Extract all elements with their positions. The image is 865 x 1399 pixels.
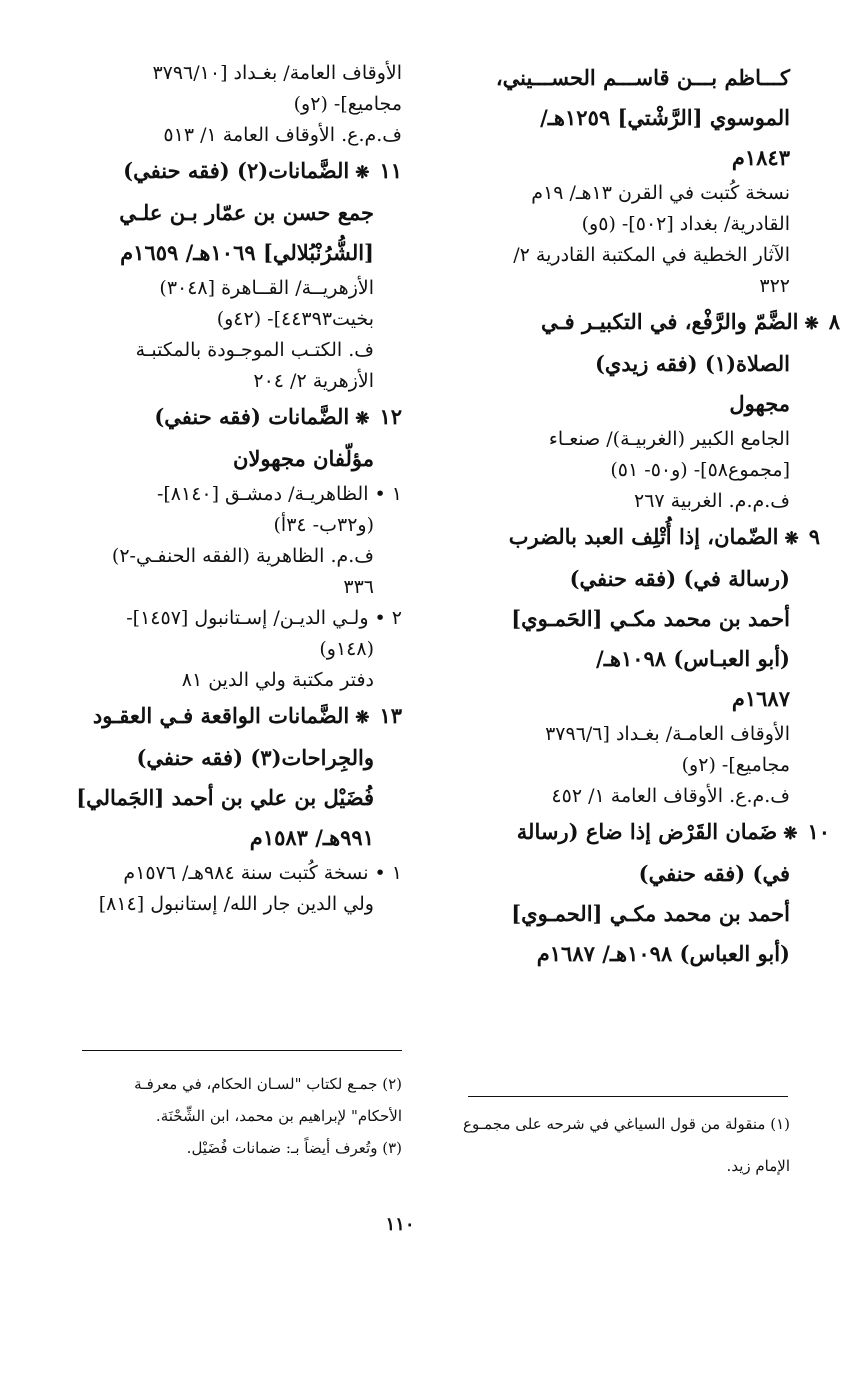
entry-11-author: جمع حسن بن عمّار بـن علـي (119, 200, 374, 225)
copy-line: (و٣٢ب- ٣٤أ) (273, 514, 374, 536)
entry-10-author: أحمد بن محمد مكـي [الحمـوي] (511, 901, 790, 926)
entry-number: ٩ (808, 524, 820, 549)
footnote-rule-left (82, 1050, 402, 1051)
copy-line: ١ • الظاهريـة/ دمشـق [٨١٤٠]- (156, 483, 402, 505)
star-ornament-icon: ❋ (783, 824, 798, 844)
entry-line: الأوقاف العامـة/ بغـداد [٣٧٩٦/٦ (545, 723, 790, 745)
page-number: ١١٠ (385, 1214, 415, 1235)
entry-line: ف.م.ع. الأوقاف العامة ١/ ٥١٣ (163, 124, 402, 146)
footnotes-right (438, 1108, 790, 1182)
footnote: (٢) جمـع لكتاب "لسـان الحكام، في معرفـة (134, 1075, 402, 1093)
star-ornament-icon: ❋ (355, 708, 370, 728)
entry-number: ١٠ (807, 819, 830, 844)
entry-10-title-cont: في) (فقه حنفي) (638, 861, 790, 886)
entry-number: ١٣ (379, 703, 402, 728)
entry-line: الجامع الكبير (الغربيـة)/ صنعـاء (548, 428, 790, 450)
entry-9-title: ٩❋الضّمان، إذا أُتْلِف العبد بالضرب (438, 517, 820, 559)
entry-11-title: ١١❋الضَّمانات(٢) (فقه حنفي) (30, 151, 402, 193)
entry-line: الآثار الخطية في المكتبة القادرية ٢/ (513, 244, 790, 266)
entry-number: ١٢ (379, 404, 402, 429)
entry-line: ف.م.ع. الأوقاف العامة ١/ ٤٥٢ (551, 785, 790, 807)
entry-heading-line: الموسوي [الرَّشْتي] ١٢٥٩هـ/ (540, 105, 790, 130)
star-ornament-icon: ❋ (784, 529, 799, 549)
footnotes-left (30, 1068, 402, 1164)
entry-heading-line: ١٨٤٣م (731, 145, 790, 170)
copy-line: ١ • نسخة كُتبت سنة ٩٨٤هـ/ ١٥٧٦م (123, 862, 402, 884)
entry-line: ف.م.م. الغربية ٢٦٧ (634, 490, 790, 512)
star-ornament-icon: ❋ (804, 314, 819, 334)
entry-8-title-cont: الصلاة(١) (فقه زيدي) (595, 351, 790, 376)
entry-12-title: ١٢❋الضَّمانات (فقه حنفي) (30, 397, 402, 439)
left-column (30, 58, 402, 920)
entry-line: مجاميع]- (٢و) (293, 93, 402, 115)
star-ornament-icon: ❋ (355, 409, 370, 429)
entry-number: ١١ (379, 158, 402, 183)
entry-9-author: ١٦٨٧م (731, 686, 790, 711)
entry-line: بخيت٤٤٣٩٣]- (٤٢و) (216, 308, 374, 330)
entry-line: [مجموع٥٨]- (و٥٠- ٥١) (610, 459, 790, 481)
entry-11-author: [الشُّرُنْبُلالي] ١٠٦٩هـ/ ١٦٥٩م (120, 240, 374, 265)
entry-line: ٣٢٢ (759, 275, 790, 297)
entry-8-title: ٨❋الضَّمّ والرَّفْع، في التكبيـر فـي (438, 302, 840, 344)
entry-line: الأزهريــة/ القــاهرة [٣٠٤٨) (159, 277, 374, 299)
entry-13-author: ٩٩١هـ/ ١٥٨٣م (249, 825, 374, 850)
entry-line: ف. الكتـب الموجـودة بالمكتبـة (135, 339, 374, 361)
entry-13-title-cont: والجِراحات(٣) (فقه حنفي) (136, 745, 374, 770)
entry-line: نسخة كُتبت في القرن ١٣هـ/ ١٩م (531, 182, 790, 204)
footnote-rule-right (468, 1096, 788, 1097)
footnote: الإمام زيد. (726, 1157, 790, 1175)
entry-8-author: مجهول (729, 391, 790, 416)
entry-line: القادرية/ بغداد [٥٠٢]- (٥و) (581, 213, 790, 235)
entry-10-author: (أبو العباس) ١٠٩٨هـ/ ١٦٨٧م (536, 941, 790, 966)
footnote: (٣) وتُعرف أيضاً بـ: ضمانات فُضَيْل. (186, 1139, 402, 1157)
entry-9-author: (أبو العبـاس) ١٠٩٨هـ/ (596, 646, 790, 671)
copy-line: ٣٣٦ (343, 576, 374, 598)
entry-9-title-cont: (رسالة في) (فقه حنفي) (569, 566, 790, 591)
entry-13-author: فُضَيْل بن علي بن أحمد [الجَمالي] (76, 785, 374, 810)
copy-line: دفتر مكتبة ولي الدين ٨١ (181, 669, 374, 691)
entry-9-author: أحمد بن محمد مكـي [الحَمـوي] (511, 606, 790, 631)
entry-12-author: مؤلّفان مجهولان (233, 446, 374, 471)
footnote: (١) منقولة من قول السياغي في شرحه على مجمـوع (463, 1115, 790, 1133)
entry-13-title: ١٣❋الضَّمانات الواقعة فـي العقـود (30, 696, 402, 738)
entry-10-title: ١٠❋ضَمان القَرْض إذا ضاع (رسالة (438, 812, 830, 854)
copy-line: ف.م. الظاهرية (الفقه الحنفـي-٢) (111, 545, 374, 567)
entry-number: ٨ (828, 309, 840, 334)
copy-line: ٢ • ولـي الديـن/ إسـتانبول [١٤٥٧]- (126, 607, 402, 629)
entry-line: الأوقاف العامة/ بغـداد [٣٧٩٦/١٠ (152, 62, 402, 84)
entry-line: الأزهرية ٢/ ٢٠٤ (253, 370, 374, 392)
footnote: الأحكام" لإبراهيم بن محمد، ابن الشِّحْنَة. (155, 1107, 402, 1125)
copy-line: ولي الدين جار الله/ إستانبول [٨١٤] (98, 893, 374, 915)
star-ornament-icon: ❋ (355, 163, 370, 183)
entry-heading-line: كـــاظم بـــن قاســـم الحســـيني، (495, 65, 790, 90)
entry-line: مجاميع]- (٢و) (681, 754, 790, 776)
right-column (438, 58, 840, 974)
copy-line: (١٤٨و) (319, 638, 374, 660)
